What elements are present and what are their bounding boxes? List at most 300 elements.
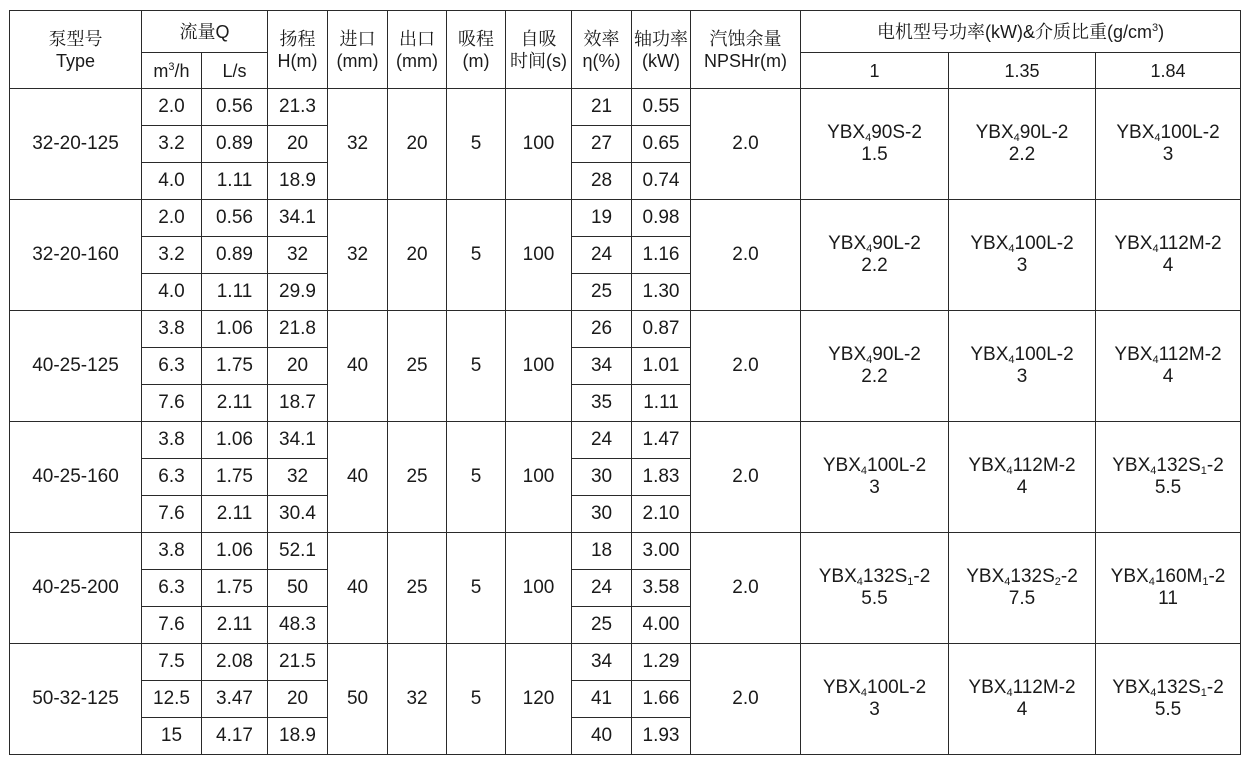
motor-cell <box>1096 311 1241 422</box>
header-pump-type-cn: 泵型号 <box>48 28 103 49</box>
flow-ls-cell: 1.06 <box>202 422 268 459</box>
motor-poles: -2 <box>1206 455 1224 476</box>
flow-m3h-cell: 3.8 <box>142 422 202 459</box>
shaft-power-cell: 0.65 <box>632 126 691 163</box>
motor-prefix: YBX <box>1114 233 1153 254</box>
header-density-3: 1.84 <box>1096 53 1241 89</box>
motor-cell <box>949 89 1096 200</box>
motor-model <box>801 455 948 477</box>
motor-frame-sub: 4 <box>860 687 867 699</box>
motor-poles: -2 <box>913 566 931 587</box>
shaft-power-cell: 0.87 <box>632 311 691 348</box>
pump-type-cell: 32-20-125 <box>10 89 142 200</box>
header-motor-sup: 3 <box>1151 21 1159 34</box>
efficiency-cell: 19 <box>572 200 632 237</box>
motor-poles: -2 <box>909 677 927 698</box>
efficiency-cell: 40 <box>572 718 632 755</box>
motor-prefix: YBX <box>970 344 1009 365</box>
motor-power: 4 <box>1162 366 1174 387</box>
shaft-power-cell: 1.16 <box>632 237 691 274</box>
shaft-power-cell: 2.10 <box>632 496 691 533</box>
header-outlet-cn: 出口 <box>399 28 436 49</box>
motor-power: 2.2 <box>1008 144 1036 165</box>
flow-m3h-cell: 3.2 <box>142 126 202 163</box>
motor-cell <box>1096 422 1241 533</box>
header-pump-type <box>10 11 142 89</box>
header-head-cn: 扬程 <box>279 28 316 49</box>
motor-model <box>949 455 1095 477</box>
header-flow-unit-ls: L/s <box>202 53 268 89</box>
header-shaft-power-cn: 轴功率 <box>634 28 689 49</box>
suction-cell: 5 <box>447 644 506 755</box>
motor-poles: -2 <box>1204 233 1222 254</box>
motor-cell <box>801 422 949 533</box>
motor-frame: 90L <box>1019 122 1052 143</box>
motor-cell <box>949 644 1096 755</box>
motor-cell <box>949 311 1096 422</box>
motor-power: 3 <box>869 477 880 498</box>
motor-frame: 132S <box>1156 455 1201 476</box>
flow-m3h-cell: 7.6 <box>142 496 202 533</box>
shaft-power-cell: 1.01 <box>632 348 691 385</box>
flow-ls-cell: 0.56 <box>202 89 268 126</box>
motor-power: 3 <box>1162 144 1174 165</box>
shaft-power-cell: 1.93 <box>632 718 691 755</box>
self-priming-cell: 100 <box>506 422 572 533</box>
table-row <box>10 644 1241 681</box>
flow-ls-cell: 0.56 <box>202 200 268 237</box>
npsh-cell: 2.0 <box>691 422 801 533</box>
shaft-power-cell: 4.00 <box>632 607 691 644</box>
table-row <box>10 533 1241 570</box>
flow-ls-cell: 3.47 <box>202 681 268 718</box>
motor-poles: -2 <box>1058 455 1076 476</box>
efficiency-cell: 35 <box>572 385 632 422</box>
motor-model <box>1096 455 1240 477</box>
motor-frame-sub: 4 <box>1008 243 1015 255</box>
inlet-cell: 32 <box>328 200 388 311</box>
motor-power: 3 <box>1016 366 1028 387</box>
motor-poles: -2 <box>1206 677 1224 698</box>
table-row <box>10 89 1241 126</box>
flow-m3h-cell: 6.3 <box>142 348 202 385</box>
motor-prefix: YBX <box>970 233 1009 254</box>
pump-type-cell: 50-32-125 <box>10 644 142 755</box>
motor-power: 5.5 <box>1154 477 1182 498</box>
efficiency-cell: 21 <box>572 89 632 126</box>
head-cell: 52.1 <box>268 533 328 570</box>
motor-frame: 112M <box>1012 677 1059 698</box>
header-suction-cn: 吸程 <box>458 28 495 49</box>
unit-m3h-sup: 3 <box>168 60 175 73</box>
motor-model <box>801 677 948 699</box>
motor-cell <box>1096 644 1241 755</box>
motor-poles: -2 <box>1202 122 1220 143</box>
npsh-cell: 2.0 <box>691 644 801 755</box>
table-header <box>10 11 1241 89</box>
motor-power: 4 <box>1162 255 1174 276</box>
motor-frame: 100L <box>1014 344 1057 365</box>
motor-frame: 90S <box>871 122 906 143</box>
motor-prefix: YBX <box>968 455 1007 476</box>
pump-type-cell: 40-25-160 <box>10 422 142 533</box>
inlet-cell: 40 <box>328 533 388 644</box>
header-density-1: 1 <box>801 53 949 89</box>
motor-prefix: YBX <box>827 122 866 143</box>
motor-poles: -2 <box>909 455 927 476</box>
header-efficiency-cn: 效率 <box>583 28 620 49</box>
flow-m3h-cell: 15 <box>142 718 202 755</box>
motor-model <box>949 344 1095 366</box>
inlet-cell: 32 <box>328 89 388 200</box>
outlet-cell: 32 <box>388 644 447 755</box>
motor-poles: -2 <box>1056 233 1074 254</box>
head-cell: 20 <box>268 126 328 163</box>
efficiency-cell: 18 <box>572 533 632 570</box>
efficiency-cell: 24 <box>572 422 632 459</box>
efficiency-cell: 30 <box>572 496 632 533</box>
motor-prefix: YBX <box>828 344 867 365</box>
motor-prefix: YBX <box>1112 455 1151 476</box>
motor-model <box>949 122 1095 144</box>
motor-poles: -2 <box>903 233 921 254</box>
head-cell: 18.9 <box>268 718 328 755</box>
header-npsh <box>691 11 801 89</box>
motor-frame: 132S <box>1156 677 1201 698</box>
head-cell: 20 <box>268 681 328 718</box>
motor-frame: 90L <box>872 233 904 254</box>
motor-model <box>949 677 1095 699</box>
motor-model <box>949 233 1095 255</box>
flow-m3h-cell: 2.0 <box>142 200 202 237</box>
suction-cell: 5 <box>447 533 506 644</box>
header-motor-close: ) <box>1158 21 1165 42</box>
suction-cell: 5 <box>447 422 506 533</box>
motor-cell <box>801 89 949 200</box>
motor-frame-sub: 4 <box>1006 465 1013 477</box>
flow-ls-cell: 4.17 <box>202 718 268 755</box>
motor-variant-sub: 1 <box>1200 465 1207 477</box>
header-inlet-unit: (mm) <box>336 50 379 71</box>
table-body <box>10 89 1241 755</box>
shaft-power-cell: 0.74 <box>632 163 691 200</box>
motor-prefix: YBX <box>1110 566 1149 587</box>
outlet-cell: 25 <box>388 311 447 422</box>
flow-m3h-cell: 4.0 <box>142 163 202 200</box>
unit-m3h-base: m <box>153 60 169 81</box>
motor-model <box>1096 344 1240 366</box>
motor-model <box>801 344 948 366</box>
efficiency-cell: 28 <box>572 163 632 200</box>
motor-poles: -2 <box>1060 566 1078 587</box>
head-cell: 20 <box>268 348 328 385</box>
self-priming-cell: 100 <box>506 89 572 200</box>
motor-prefix: YBX <box>818 566 857 587</box>
motor-model <box>1096 677 1240 699</box>
motor-power: 11 <box>1158 588 1178 609</box>
head-cell: 32 <box>268 237 328 274</box>
table-row <box>10 311 1241 348</box>
table-row <box>10 200 1241 237</box>
shaft-power-cell: 1.66 <box>632 681 691 718</box>
motor-frame: 100L <box>1014 233 1057 254</box>
flow-m3h-cell: 2.0 <box>142 89 202 126</box>
inlet-cell: 50 <box>328 644 388 755</box>
shaft-power-cell: 1.11 <box>632 385 691 422</box>
motor-power: 1.5 <box>861 144 888 165</box>
motor-power: 4 <box>1016 477 1028 498</box>
motor-frame: 100L <box>867 455 910 476</box>
efficiency-cell: 24 <box>572 237 632 274</box>
header-flow-unit-m3h <box>142 53 202 89</box>
motor-frame-sub: 4 <box>1150 465 1157 477</box>
motor-cell <box>1096 89 1241 200</box>
header-self-priming <box>506 11 572 89</box>
motor-variant-sub: 1 <box>1202 576 1209 588</box>
motor-cell <box>1096 200 1241 311</box>
motor-power: 5.5 <box>1154 699 1182 720</box>
pump-type-cell: 40-25-125 <box>10 311 142 422</box>
motor-frame-sub: 4 <box>1152 354 1159 366</box>
motor-cell <box>949 200 1096 311</box>
motor-frame-sub: 4 <box>866 243 873 255</box>
motor-frame: 112M <box>1012 455 1059 476</box>
self-priming-cell: 120 <box>506 644 572 755</box>
header-motor <box>801 11 1241 53</box>
header-head <box>268 11 328 89</box>
flow-m3h-cell: 7.6 <box>142 607 202 644</box>
header-shaft-power <box>632 11 691 89</box>
header-inlet <box>328 11 388 89</box>
npsh-cell: 2.0 <box>691 533 801 644</box>
motor-frame: 112M <box>1158 344 1205 365</box>
motor-frame-sub: 4 <box>1150 687 1157 699</box>
head-cell: 21.5 <box>268 644 328 681</box>
motor-prefix: YBX <box>968 677 1007 698</box>
efficiency-cell: 27 <box>572 126 632 163</box>
flow-ls-cell: 1.11 <box>202 163 268 200</box>
motor-cell <box>801 533 949 644</box>
flow-m3h-cell: 3.8 <box>142 311 202 348</box>
suction-cell: 5 <box>447 89 506 200</box>
motor-prefix: YBX <box>822 677 861 698</box>
motor-power: 3 <box>869 699 880 720</box>
motor-cell <box>949 422 1096 533</box>
motor-frame-sub: 4 <box>1006 687 1013 699</box>
motor-frame-sub: 4 <box>1013 132 1020 144</box>
motor-cell <box>1096 533 1241 644</box>
motor-frame-sub: 4 <box>1154 132 1161 144</box>
motor-prefix: YBX <box>1112 677 1151 698</box>
motor-frame: 90L <box>872 344 904 365</box>
motor-prefix: YBX <box>975 122 1014 143</box>
header-motor-label: 电机型号功率(kW)&介质比重(g/cm <box>876 21 1152 42</box>
head-cell: 48.3 <box>268 607 328 644</box>
motor-frame: 100L <box>867 677 910 698</box>
motor-frame-sub: 4 <box>1148 576 1155 588</box>
header-efficiency-unit: η(%) <box>582 50 621 71</box>
motor-frame: 112M <box>1158 233 1205 254</box>
motor-power: 4 <box>1016 699 1028 720</box>
motor-model <box>1096 566 1240 588</box>
flow-ls-cell: 2.08 <box>202 644 268 681</box>
motor-poles: -2 <box>1204 344 1222 365</box>
flow-m3h-cell: 12.5 <box>142 681 202 718</box>
pump-type-cell: 32-20-160 <box>10 200 142 311</box>
motor-frame: 100L <box>1160 122 1203 143</box>
motor-variant-sub: 1 <box>1200 687 1207 699</box>
npsh-cell: 2.0 <box>691 89 801 200</box>
motor-prefix: YBX <box>828 233 867 254</box>
head-cell: 34.1 <box>268 200 328 237</box>
motor-model <box>801 122 948 144</box>
flow-ls-cell: 1.75 <box>202 348 268 385</box>
inlet-cell: 40 <box>328 422 388 533</box>
motor-poles: -2 <box>1208 566 1226 587</box>
efficiency-cell: 34 <box>572 644 632 681</box>
header-outlet-unit: (mm) <box>396 50 438 71</box>
outlet-cell: 20 <box>388 200 447 311</box>
motor-power: 2.2 <box>861 366 888 387</box>
motor-prefix: YBX <box>966 566 1005 587</box>
motor-prefix: YBX <box>1116 122 1155 143</box>
motor-frame-sub: 4 <box>1004 576 1011 588</box>
efficiency-cell: 25 <box>572 607 632 644</box>
motor-poles: -2 <box>903 344 921 365</box>
shaft-power-cell: 3.00 <box>632 533 691 570</box>
motor-model <box>1096 122 1240 144</box>
efficiency-cell: 34 <box>572 348 632 385</box>
head-cell: 21.3 <box>268 89 328 126</box>
flow-ls-cell: 2.11 <box>202 496 268 533</box>
shaft-power-cell: 1.47 <box>632 422 691 459</box>
header-pump-type-en: Type <box>55 50 96 71</box>
motor-poles: -2 <box>1058 677 1076 698</box>
head-cell: 18.7 <box>268 385 328 422</box>
header-outlet <box>388 11 447 89</box>
head-cell: 18.9 <box>268 163 328 200</box>
motor-frame: 132S <box>1010 566 1055 587</box>
motor-frame-sub: 4 <box>865 132 872 144</box>
flow-ls-cell: 0.89 <box>202 237 268 274</box>
head-cell: 21.8 <box>268 311 328 348</box>
header-efficiency <box>572 11 632 89</box>
motor-power: 3 <box>1016 255 1028 276</box>
motor-frame: 160M <box>1154 566 1203 587</box>
motor-model <box>801 566 948 588</box>
suction-cell: 5 <box>447 200 506 311</box>
motor-prefix: YBX <box>822 455 861 476</box>
npsh-cell: 2.0 <box>691 311 801 422</box>
motor-poles: -2 <box>1056 344 1074 365</box>
efficiency-cell: 26 <box>572 311 632 348</box>
outlet-cell: 20 <box>388 89 447 200</box>
table-row <box>10 422 1241 459</box>
motor-model <box>801 233 948 255</box>
motor-poles: -2 <box>905 122 922 143</box>
head-cell: 50 <box>268 570 328 607</box>
motor-cell <box>801 200 949 311</box>
motor-frame-sub: 4 <box>1008 354 1015 366</box>
flow-m3h-cell: 3.8 <box>142 533 202 570</box>
npsh-cell: 2.0 <box>691 200 801 311</box>
shaft-power-cell: 0.55 <box>632 89 691 126</box>
efficiency-cell: 30 <box>572 459 632 496</box>
flow-ls-cell: 2.11 <box>202 385 268 422</box>
motor-model <box>949 566 1095 588</box>
outlet-cell: 25 <box>388 533 447 644</box>
header-shaft-power-unit: (kW) <box>642 50 680 71</box>
flow-m3h-cell: 7.6 <box>142 385 202 422</box>
shaft-power-cell: 1.83 <box>632 459 691 496</box>
suction-cell: 5 <box>447 311 506 422</box>
self-priming-cell: 100 <box>506 200 572 311</box>
outlet-cell: 25 <box>388 422 447 533</box>
head-cell: 30.4 <box>268 496 328 533</box>
motor-power: 7.5 <box>1008 588 1036 609</box>
motor-frame-sub: 4 <box>856 576 863 588</box>
motor-power: 2.2 <box>861 255 888 276</box>
flow-m3h-cell: 4.0 <box>142 274 202 311</box>
header-suction <box>447 11 506 89</box>
motor-cell <box>801 644 949 755</box>
shaft-power-cell: 1.30 <box>632 274 691 311</box>
header-suction-unit: (m) <box>462 50 490 71</box>
shaft-power-cell: 3.58 <box>632 570 691 607</box>
head-cell: 34.1 <box>268 422 328 459</box>
motor-variant-sub: 1 <box>907 576 914 588</box>
flow-ls-cell: 1.75 <box>202 459 268 496</box>
motor-prefix: YBX <box>1114 344 1153 365</box>
flow-ls-cell: 2.11 <box>202 607 268 644</box>
motor-cell <box>949 533 1096 644</box>
motor-frame-sub: 4 <box>866 354 873 366</box>
header-self-priming-unit: 时间(s) <box>510 50 568 71</box>
header-npsh-unit: NPSHr(m) <box>704 50 788 71</box>
header-inlet-cn: 进口 <box>339 28 376 49</box>
header-density-2: 1.35 <box>949 53 1096 89</box>
head-cell: 29.9 <box>268 274 328 311</box>
flow-ls-cell: 1.11 <box>202 274 268 311</box>
head-cell: 32 <box>268 459 328 496</box>
motor-power: 5.5 <box>861 588 888 609</box>
flow-ls-cell: 0.89 <box>202 126 268 163</box>
self-priming-cell: 100 <box>506 311 572 422</box>
flow-m3h-cell: 6.3 <box>142 459 202 496</box>
flow-m3h-cell: 3.2 <box>142 237 202 274</box>
self-priming-cell: 100 <box>506 533 572 644</box>
flow-ls-cell: 1.75 <box>202 570 268 607</box>
pump-type-cell: 40-25-200 <box>10 533 142 644</box>
flow-m3h-cell: 6.3 <box>142 570 202 607</box>
unit-m3h-tail: /h <box>174 60 190 81</box>
motor-frame-sub: 4 <box>860 465 867 477</box>
motor-cell <box>801 311 949 422</box>
motor-poles: -2 <box>1051 122 1069 143</box>
motor-frame-sub: 4 <box>1152 243 1159 255</box>
efficiency-cell: 41 <box>572 681 632 718</box>
shaft-power-cell: 1.29 <box>632 644 691 681</box>
header-npsh-cn: 汽蚀余量 <box>709 28 782 49</box>
efficiency-cell: 24 <box>572 570 632 607</box>
shaft-power-cell: 0.98 <box>632 200 691 237</box>
motor-frame: 132S <box>862 566 908 587</box>
inlet-cell: 40 <box>328 311 388 422</box>
header-head-unit: H(m) <box>277 50 318 71</box>
motor-variant-sub: 2 <box>1054 576 1061 588</box>
flow-ls-cell: 1.06 <box>202 311 268 348</box>
flow-m3h-cell: 7.5 <box>142 644 202 681</box>
